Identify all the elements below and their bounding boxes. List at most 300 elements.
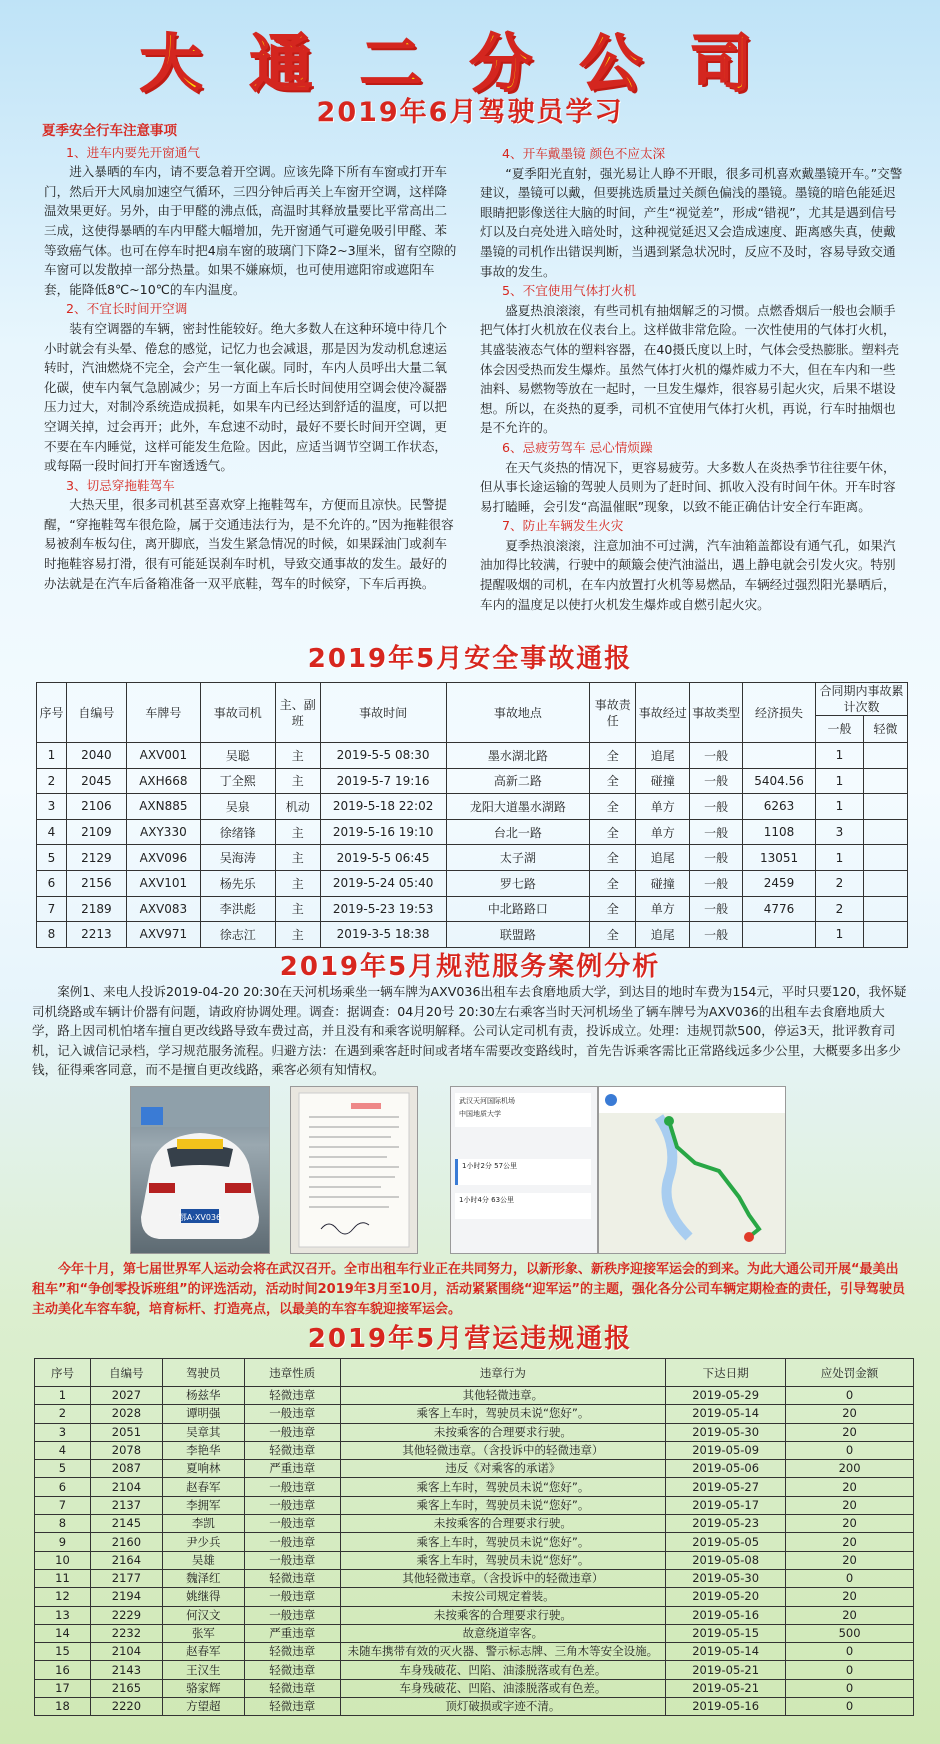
table-cell: 20 <box>786 1423 914 1441</box>
accident-table <box>36 682 908 948</box>
table-cell: 严重违章 <box>244 1624 340 1642</box>
table-cell: AXV096 <box>126 845 200 871</box>
table-row <box>37 922 908 948</box>
table-cell: 2165 <box>90 1679 162 1697</box>
table-cell: 一般 <box>690 768 743 794</box>
table-cell: 一般违章 <box>244 1588 340 1606</box>
table-cell: 2019-5-7 19:16 <box>320 768 446 794</box>
table-row <box>35 1405 914 1423</box>
table-cell: 徐志江 <box>200 922 275 948</box>
table-cell: 追尾 <box>636 845 690 871</box>
table-cell: 4 <box>37 819 67 845</box>
table-cell: 杨兹华 <box>162 1387 244 1405</box>
table-cell: 一般违章 <box>244 1423 340 1441</box>
table-cell: 单方 <box>636 896 690 922</box>
table-row <box>35 1661 914 1679</box>
table-cell: 2019-05-06 <box>666 1460 786 1478</box>
table-cell: 高新二路 <box>446 768 590 794</box>
table-row <box>37 743 908 769</box>
table-cell: 一般违章 <box>244 1496 340 1514</box>
table-cell: 2143 <box>90 1661 162 1679</box>
table-cell: 2087 <box>90 1460 162 1478</box>
table-cell: 0 <box>786 1661 914 1679</box>
table-cell: 轻微违章 <box>244 1661 340 1679</box>
table-cell: AXV101 <box>126 870 200 896</box>
plate-text: 鄂A·XV036 <box>178 1213 222 1222</box>
table-cell: 2019-05-14 <box>666 1405 786 1423</box>
case-text: 案例1、来电人投诉2019-04-20 20:30在天河机场乘坐一辆车牌为AXV036出租车去食磨地质大学，到达目的地时车费为154元，平时只要120，我怀疑司机绕路或车辆计价器有问题，请政府协调处理。调查：据调查：04月20号 20:30左右乘客当时天河机场坐了辆车牌号为AXV036的出租车去食磨地质大学，路上因司机怕堵车擅自更改线路导致车费过高，并且没有和乘客说明解释。公司认定司机有责，投诉成立。处理：违规罚款500，停运3天，批评教育司机，记入诚信记录档，学习规范服务流程。归避方法：在遇到乘客赶时间或者堵车需要改变路线时，首先告诉乘客需比正常路线远多少公里，大概要多出多少钱，征得乘客同意，而不是擅自更改线路，乘客必须有知情权。 <box>32 984 907 1077</box>
table-cell: 2019-05-14 <box>666 1643 786 1661</box>
table-cell: 2106 <box>66 794 126 820</box>
table-cell: 6263 <box>743 794 816 820</box>
table-cell: 杨先乐 <box>200 870 275 896</box>
table-cell: 2189 <box>66 896 126 922</box>
table-cell: 17 <box>35 1679 91 1697</box>
table-cell: 2194 <box>90 1588 162 1606</box>
table-row <box>35 1515 914 1533</box>
table-cell: 李艳华 <box>162 1441 244 1459</box>
table-cell: 顶灯破损或字迹不清。 <box>340 1698 666 1716</box>
table-cell: 严重违章 <box>244 1460 340 1478</box>
table-cell: 罗七路 <box>446 870 590 896</box>
table-cell: 主 <box>275 743 320 769</box>
document-photo <box>290 1086 418 1254</box>
table-cell: 主 <box>275 768 320 794</box>
table-cell <box>863 819 907 845</box>
vio-header: 序号 <box>35 1359 91 1387</box>
table-cell: 2177 <box>90 1569 162 1587</box>
table-cell <box>863 896 907 922</box>
table-cell: 2019-05-09 <box>666 1441 786 1459</box>
company-title: 大通二分公司 <box>139 27 800 100</box>
table-cell: 2019-5-16 19:10 <box>320 819 446 845</box>
table-cell: 2019-05-23 <box>666 1515 786 1533</box>
table-cell: 16 <box>35 1661 91 1679</box>
table-cell <box>863 743 907 769</box>
table-cell: 机动 <box>275 794 320 820</box>
table-cell: 1 <box>816 922 864 948</box>
study-item-body: 夏季热浪滚滚，注意加油不可过满，汽车油箱盖都设有通气孔，如果汽油加得比较满，行驶中的颠簸会使汽油溢出，遇上静电就会引发火灾。特别提醒吸烟的司机，在车内放置打火机等易燃品，车辆经过强烈阳光暴晒后，车内的温度足以使打火机发生爆炸或自燃引起火灾。 <box>480 537 896 612</box>
table-cell: 乘客上车时，驾驶员未说“您好”。 <box>340 1533 666 1551</box>
table-cell: 2078 <box>90 1441 162 1459</box>
table-cell: 2019-3-5 18:38 <box>320 922 446 948</box>
table-cell: 全 <box>590 794 636 820</box>
table-cell: 12 <box>35 1588 91 1606</box>
table-cell: 姚继得 <box>162 1588 244 1606</box>
table-cell: 6 <box>37 870 67 896</box>
table-cell: 3 <box>35 1423 91 1441</box>
study-item-title: 6、忌疲劳驾车 忌心情烦躁 <box>502 439 653 455</box>
acc-header: 事故经过 <box>636 683 690 743</box>
table-cell: 20 <box>786 1606 914 1624</box>
table-cell: 2051 <box>90 1423 162 1441</box>
table-cell: 2028 <box>90 1405 162 1423</box>
table-cell: 8 <box>37 922 67 948</box>
violation-title: 2019年5月营运违规通报 <box>307 1324 633 1354</box>
table-cell: 一般 <box>690 870 743 896</box>
table-cell: 未按乘客的合理要求行驶。 <box>340 1423 666 1441</box>
vio-header: 应处罚金额 <box>786 1359 914 1387</box>
study-item-body: 装有空调器的车辆，密封性能较好。绝大多数人在这种环境中待几个小时就会有头晕、倦怠的感觉，记忆力也会减退，那是因为发动机怠速运转时，汽油燃烧不完全，会产生一氧化碳。同时，车内人员呼出大量二氧化碳，使车内氧气急剧减少；另一方面上车后长时间使用空调会使冷凝器压力过大，对制冷系统造成损耗，如果车内已经达到舒适的温度，可以把空调关掉，过会再开；此外，车怠速不动时，最好不要长时间开空调，更不要在车内睡觉，这样可能发生危险。因此，应适当调节空调工作状态，或每隔一段时间打开车窗透透气。 <box>44 320 447 474</box>
table-cell: 2019-5-24 05:40 <box>320 870 446 896</box>
table-cell: 主 <box>275 819 320 845</box>
table-cell: 主 <box>275 870 320 896</box>
table-cell: 一般 <box>690 922 743 948</box>
table-cell: 20 <box>786 1496 914 1514</box>
table-cell: 2019-05-27 <box>666 1478 786 1496</box>
table-cell: 20 <box>786 1405 914 1423</box>
table-cell: 吴泉 <box>200 794 275 820</box>
table-cell: 2019-05-17 <box>666 1496 786 1514</box>
table-cell: 车身残破花、凹陷、油漆脱落或有色差。 <box>340 1661 666 1679</box>
table-cell: 全 <box>590 870 636 896</box>
table-cell: 11 <box>35 1569 91 1587</box>
study-left-column <box>44 122 458 593</box>
vio-header: 自编号 <box>90 1359 162 1387</box>
table-cell: 3 <box>37 794 67 820</box>
table-cell: 2019-5-5 08:30 <box>320 743 446 769</box>
table-cell: 故意绕道宰客。 <box>340 1624 666 1642</box>
table-cell: 0 <box>786 1679 914 1697</box>
table-cell: AXV001 <box>126 743 200 769</box>
table-cell: 其他轻微违章。（含投诉中的轻微违章） <box>340 1441 666 1459</box>
study-item-body: “夏季阳光直射，强光易让人睁不开眼，很多司机喜欢戴墨镜开车。”交警建议，墨镜可以戴，但要挑选质量过关颜色偏浅的墨镜。墨镜的暗色能延迟眼睛把影像送往大脑的时间，产生“视觉差”，形成“错视”，尤其是遇到信号灯以及白亮处进入暗处时，这种视觉延迟又会造成速度、距离感失真，使戴墨镜的司机作出错误判断，当遇到紧急状况时，反应不及时，容易导致交通事故的发生。 <box>480 165 903 279</box>
table-cell: AXV971 <box>126 922 200 948</box>
table-row <box>35 1679 914 1697</box>
study-item-body: 进入暴晒的车内，请不要急着开空调。应该先降下所有车窗或打开车门，然后开大风扇加速空气循环，三四分钟后再关上车窗开空调，这样降温效果更好。另外，由于甲醛的沸点低，高温时其释放量要比平常高出二三成，这使得暴晒的车内甲醛大幅增加，先开窗通气可避免吸引甲醛、苯等致癌气体。也可在停车时把4扇车窗的玻璃门下降2~3厘米，留有空隙的车窗可以发散掉一部分热量。如果不嫌麻烦，也可使用遮阳帘或遮阳车套，能降低8℃~10℃的车内温度。 <box>44 164 457 297</box>
violation-table <box>34 1358 914 1716</box>
table-cell: 方望超 <box>162 1698 244 1716</box>
table-cell: 未按乘客的合理要求行驶。 <box>340 1515 666 1533</box>
table-cell: 2019-5-23 19:53 <box>320 896 446 922</box>
table-cell: 夏响林 <box>162 1460 244 1478</box>
table-cell: 一般 <box>690 794 743 820</box>
table-row <box>37 870 908 896</box>
table-cell: 13051 <box>743 845 816 871</box>
table-cell: 一般违章 <box>244 1551 340 1569</box>
table-cell: 一般违章 <box>244 1515 340 1533</box>
table-cell <box>863 794 907 820</box>
table-row <box>35 1387 914 1405</box>
table-cell: 2040 <box>66 743 126 769</box>
route-map <box>598 1086 786 1254</box>
taxi-photo <box>130 1086 270 1254</box>
table-cell: 其他轻微违章。（含投诉中的轻微违章） <box>340 1569 666 1587</box>
document-icon <box>291 1087 417 1253</box>
table-cell: 一般违章 <box>244 1405 340 1423</box>
table-row <box>35 1569 914 1587</box>
table-cell: 5 <box>35 1460 91 1478</box>
table-cell: 主 <box>275 896 320 922</box>
table-cell: 吴聪 <box>200 743 275 769</box>
table-cell: 全 <box>590 896 636 922</box>
table-row <box>35 1698 914 1716</box>
table-cell: 追尾 <box>636 922 690 948</box>
table-cell: 0 <box>786 1698 914 1716</box>
table-cell: 谭明强 <box>162 1405 244 1423</box>
study-item-body: 盛夏热浪滚滚，有些司机有抽烟解乏的习惯。点燃香烟后一般也会顺手把气体打火机放在仪表台上。这样做非常危险。一次性使用的气体打火机，其盛装液态气体的塑料容器，在40摄氏度以上时，气体会受热膨胀。塑料壳体会因受热而发生爆炸。虽然气体打火机的爆炸威力不大，但在车内和一些油料、易燃物等放在一起时，一旦发生爆炸，很容易引起火灾，后果不堪设想。所以，在炎热的夏季，司机不宜使用气体打火机，再说，行车时抽烟也是不允许的。 <box>480 302 900 436</box>
table-cell <box>863 870 907 896</box>
table-cell: 2 <box>816 896 864 922</box>
table-cell: 碰撞 <box>636 768 690 794</box>
acc-header: 轻微 <box>863 716 907 743</box>
table-cell: 6 <box>35 1478 91 1496</box>
table-cell: 2019-05-30 <box>666 1569 786 1587</box>
table-row <box>35 1496 914 1514</box>
study-title: 2019年6月驾驶员学习 <box>316 97 624 128</box>
table-cell: 一般 <box>690 845 743 871</box>
table-cell: 0 <box>786 1387 914 1405</box>
table-cell: 一般 <box>690 896 743 922</box>
table-cell: 赵春军 <box>162 1478 244 1496</box>
table-cell: 18 <box>35 1698 91 1716</box>
table-cell: 追尾 <box>636 743 690 769</box>
acc-header: 事故时间 <box>320 683 446 743</box>
table-cell: 轻微违章 <box>244 1569 340 1587</box>
table-cell: 轻微违章 <box>244 1643 340 1661</box>
table-cell: 2019-05-16 <box>666 1698 786 1716</box>
table-cell: 中北路路口 <box>446 896 590 922</box>
route-option-2: 1小时4分 63公里 <box>455 1193 591 1219</box>
table-cell: 乘客上车时，驾驶员未说“您好”。 <box>340 1478 666 1496</box>
table-cell: 2019-05-29 <box>666 1387 786 1405</box>
table-cell: 2019-05-08 <box>666 1551 786 1569</box>
table-cell: 全 <box>590 819 636 845</box>
table-cell <box>863 922 907 948</box>
study-item-title: 2、不宜长时间开空调 <box>66 301 188 317</box>
table-cell: 5404.56 <box>743 768 816 794</box>
table-cell: 墨水湖北路 <box>446 743 590 769</box>
table-cell: 1 <box>816 768 864 794</box>
table-cell: 13 <box>35 1606 91 1624</box>
table-cell: AXH668 <box>126 768 200 794</box>
table-cell: 2104 <box>90 1643 162 1661</box>
table-cell: 2 <box>35 1405 91 1423</box>
table-cell: 乘客上车时，驾驶员未说“您好”。 <box>340 1551 666 1569</box>
table-cell: 2220 <box>90 1698 162 1716</box>
table-cell: 1 <box>37 743 67 769</box>
table-cell: AXY330 <box>126 819 200 845</box>
table-cell: 台北一路 <box>446 819 590 845</box>
table-cell: 14 <box>35 1624 91 1642</box>
table-cell: 赵春军 <box>162 1643 244 1661</box>
table-cell: 太子湖 <box>446 845 590 871</box>
table-cell: 联盟路 <box>446 922 590 948</box>
route-end: 中国地质大学 <box>459 1110 501 1118</box>
table-cell: 20 <box>786 1515 914 1533</box>
table-cell: 违反《对乘客的承诺》 <box>340 1460 666 1478</box>
table-cell: 20 <box>786 1478 914 1496</box>
study-item-title: 5、不宜使用气体打火机 <box>502 283 636 299</box>
study-heading: 夏季安全行车注意事项 <box>42 123 177 139</box>
table-cell: 丁全熙 <box>200 768 275 794</box>
table-cell: 轻微违章 <box>244 1441 340 1459</box>
table-cell: 500 <box>786 1624 914 1642</box>
table-cell: 一般违章 <box>244 1478 340 1496</box>
table-row <box>37 794 908 820</box>
table-cell: 2019-05-20 <box>666 1588 786 1606</box>
table-cell: 1 <box>35 1387 91 1405</box>
table-cell: 骆家辉 <box>162 1679 244 1697</box>
table-row <box>35 1606 914 1624</box>
taxi-car-icon <box>131 1087 269 1253</box>
table-cell: 3 <box>816 819 864 845</box>
vio-header: 违章行为 <box>340 1359 666 1387</box>
table-cell: 2104 <box>90 1478 162 1496</box>
table-cell: 2156 <box>66 870 126 896</box>
study-item-title: 3、切忌穿拖鞋驾车 <box>66 477 175 493</box>
table-cell: 1 <box>816 794 864 820</box>
table-cell: 未按乘客的合理要求行驶。 <box>340 1606 666 1624</box>
table-cell: 吴雄 <box>162 1551 244 1569</box>
table-cell: 李洪彪 <box>200 896 275 922</box>
table-cell: 一般违章 <box>244 1533 340 1551</box>
table-cell: 2213 <box>66 922 126 948</box>
route-start: 武汉天河国际机场 <box>459 1097 515 1105</box>
table-cell: 2137 <box>90 1496 162 1514</box>
table-row <box>37 768 908 794</box>
study-item-title: 7、防止车辆发生火灾 <box>502 518 624 534</box>
acc-header: 一般 <box>816 716 864 743</box>
table-cell: 碰撞 <box>636 870 690 896</box>
table-cell: 1 <box>816 743 864 769</box>
table-cell: 2019-5-18 22:02 <box>320 794 446 820</box>
table-cell: 1108 <box>743 819 816 845</box>
acc-header: 合同期内事故累计次数 <box>816 683 908 716</box>
military-games-notice: 今年十月，第七届世界军人运动会将在武汉召开。全市出租车行业正在共同努力，以新形象、新秩序迎接军运会的到来。为此大通公司开展“最美出租车”和“争创零投诉班组”的评选活动，活动时间2019年3月至10月，活动紧紧围绕“迎军运”的主题，强化各分公司车辆定期检查的责任，引导驾驶员主动美化车容车貌，培育标杆、打造亮点，以最美的车容车貌迎接军运会。 <box>32 1262 906 1317</box>
table-cell: 2019-05-16 <box>666 1606 786 1624</box>
table-cell: 魏泽红 <box>162 1569 244 1587</box>
table-row <box>35 1643 914 1661</box>
table-cell: 轻微违章 <box>244 1679 340 1697</box>
table-cell: 轻微违章 <box>244 1698 340 1716</box>
table-row <box>35 1624 914 1642</box>
vio-header: 驾驶员 <box>162 1359 244 1387</box>
route-app-screenshot <box>450 1086 598 1254</box>
table-cell: 4 <box>35 1441 91 1459</box>
map-route-icon <box>599 1087 785 1253</box>
table-cell: 轻微违章 <box>244 1387 340 1405</box>
table-row <box>35 1423 914 1441</box>
table-cell: 15 <box>35 1643 91 1661</box>
table-cell: 8 <box>35 1515 91 1533</box>
acc-header: 序号 <box>37 683 67 743</box>
table-cell: 李凯 <box>162 1515 244 1533</box>
table-cell: 9 <box>35 1533 91 1551</box>
table-cell <box>863 845 907 871</box>
table-cell: 2019-05-21 <box>666 1679 786 1697</box>
table-cell: 7 <box>35 1496 91 1514</box>
table-cell: 0 <box>786 1643 914 1661</box>
study-right-column <box>480 144 908 614</box>
table-cell: 一般 <box>690 819 743 845</box>
table-cell: 1 <box>816 845 864 871</box>
table-cell: 单方 <box>636 794 690 820</box>
table-cell: 李拥军 <box>162 1496 244 1514</box>
acc-header: 事故类型 <box>690 683 743 743</box>
table-cell: 未随车携带有效的灭火器、警示标志牌、三角木等安全设施。 <box>340 1643 666 1661</box>
route-option-1: 1小时2分 57公里 <box>455 1159 591 1185</box>
table-cell: 20 <box>786 1588 914 1606</box>
table-row <box>35 1533 914 1551</box>
table-cell: 20 <box>786 1551 914 1569</box>
table-cell: AXV083 <box>126 896 200 922</box>
table-cell: 200 <box>786 1460 914 1478</box>
table-cell: 2164 <box>90 1551 162 1569</box>
service-title: 2019年5月规范服务案例分析 <box>279 952 661 982</box>
table-row <box>35 1460 914 1478</box>
table-cell: 全 <box>590 922 636 948</box>
table-cell: 乘客上车时，驾驶员未说“您好”。 <box>340 1496 666 1514</box>
table-cell: 2019-5-5 06:45 <box>320 845 446 871</box>
acc-header: 事故地点 <box>446 683 590 743</box>
table-cell: 2 <box>37 768 67 794</box>
table-cell: 2232 <box>90 1624 162 1642</box>
study-item-body: 大热天里，很多司机甚至喜欢穿上拖鞋驾车，方便而且凉快。民警提醒，“穿拖鞋驾车很危险，属于交通违法行为，是不允许的。”因为拖鞋很容易被刹车板勾住，离开脚底，当发生紧急情况的时候，如果踩油门或刹车时拖鞋容易打滑，很有可能延误刹车时机，导致交通事故的发生。最好的办法就是在汽车后备箱准备一双平底鞋，驾车的时候穿，下车后再换。 <box>44 497 454 591</box>
table-cell: 尹少兵 <box>162 1533 244 1551</box>
table-cell: 2019-05-21 <box>666 1661 786 1679</box>
table-cell: 2045 <box>66 768 126 794</box>
table-cell: 2 <box>816 870 864 896</box>
table-cell: 0 <box>786 1441 914 1459</box>
table-row <box>35 1441 914 1459</box>
table-cell: 吴章其 <box>162 1423 244 1441</box>
vio-header: 下达日期 <box>666 1359 786 1387</box>
table-cell: 4776 <box>743 896 816 922</box>
table-cell: 张军 <box>162 1624 244 1642</box>
table-cell: 车身残破花、凹陷、油漆脱落或有色差。 <box>340 1679 666 1697</box>
table-cell: 2109 <box>66 819 126 845</box>
table-cell: 乘客上车时，驾驶员未说“您好”。 <box>340 1405 666 1423</box>
acc-header: 主、副班 <box>275 683 320 743</box>
table-cell <box>863 768 907 794</box>
table-cell: 龙阳大道墨水湖路 <box>446 794 590 820</box>
table-cell: 10 <box>35 1551 91 1569</box>
table-cell: 2459 <box>743 870 816 896</box>
study-item-title: 4、开车戴墨镜 颜色不应太深 <box>502 146 666 161</box>
table-cell: 2145 <box>90 1515 162 1533</box>
acc-header: 自编号 <box>66 683 126 743</box>
table-cell: 2027 <box>90 1387 162 1405</box>
table-cell: 单方 <box>636 819 690 845</box>
table-cell: 全 <box>590 845 636 871</box>
table-cell: 吴海涛 <box>200 845 275 871</box>
table-cell <box>743 743 816 769</box>
table-cell: 主 <box>275 922 320 948</box>
accident-title: 2019年5月安全事故通报 <box>307 644 633 674</box>
table-cell: 一般 <box>690 743 743 769</box>
acc-header: 事故责任 <box>590 683 636 743</box>
study-item-body: 在天气炎热的情况下，更容易疲劳。大多数人在炎热季节往往要午休，但从事长途运输的驾驶人员则为了赶时间、抓收入没有时间午休。开车时容易打瞌睡，会引发“高温催眠”现象，以致不能正确估计安全行车距离。 <box>480 459 896 514</box>
table-cell: 2019-05-30 <box>666 1423 786 1441</box>
table-row <box>37 845 908 871</box>
study-item-title: 1、进车内要先开窗通气 <box>66 144 200 160</box>
table-cell: 徐绪锋 <box>200 819 275 845</box>
table-cell: 2229 <box>90 1606 162 1624</box>
table-row <box>37 896 908 922</box>
table-cell: 2019-05-15 <box>666 1624 786 1642</box>
table-cell: 何汉文 <box>162 1606 244 1624</box>
acc-header: 事故司机 <box>200 683 275 743</box>
table-cell: 7 <box>37 896 67 922</box>
table-cell: 5 <box>37 845 67 871</box>
acc-header: 经济损失 <box>743 683 816 743</box>
table-row <box>35 1478 914 1496</box>
table-cell: 2019-05-05 <box>666 1533 786 1551</box>
table-cell: 一般违章 <box>244 1606 340 1624</box>
table-cell: AXN885 <box>126 794 200 820</box>
table-cell: 主 <box>275 845 320 871</box>
